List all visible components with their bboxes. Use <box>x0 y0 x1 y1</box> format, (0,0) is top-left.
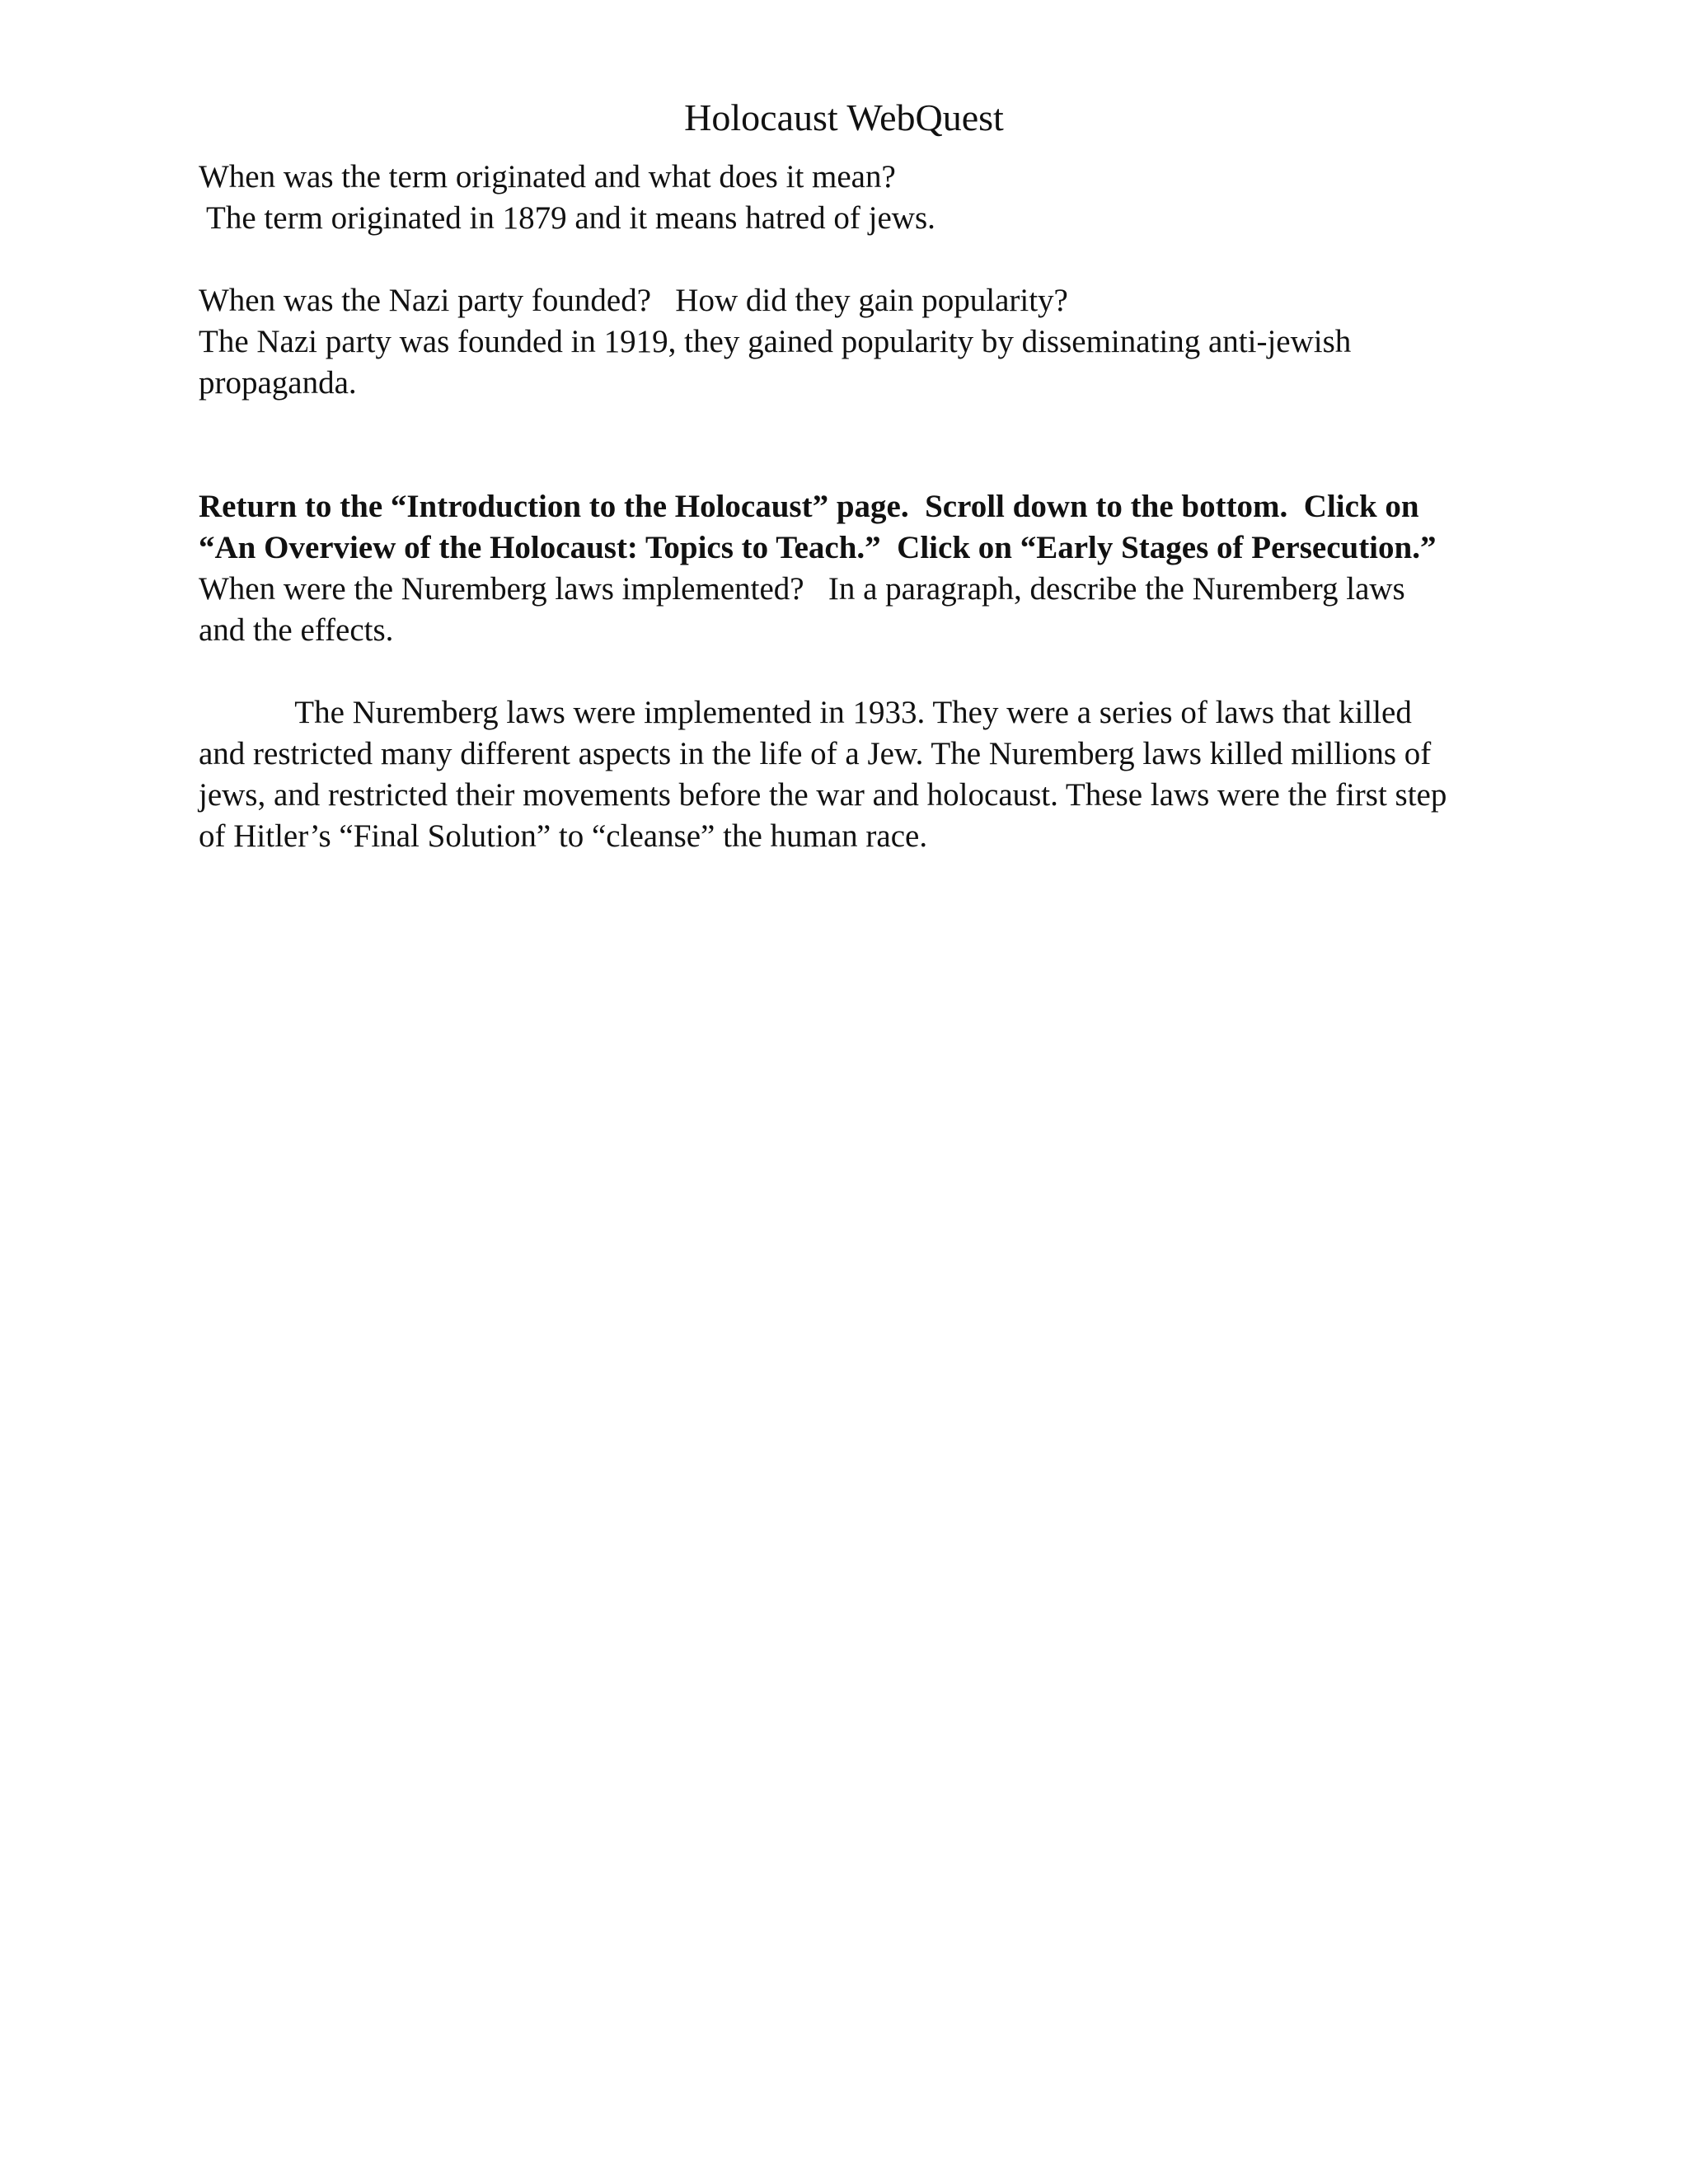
answer-nazi-party-line-2: propaganda. <box>199 365 357 401</box>
question-nuremberg-line-1: When were the Nuremberg laws implemented? In a paragraph, describe the Nuremberg laws <box>199 571 1405 607</box>
answer-nazi-party-line-1: The Nazi party was founded in 1919, they gained popularity by disseminating anti-jewish <box>199 324 1352 359</box>
document-title: Holocaust WebQuest <box>684 96 1004 138</box>
answer-term-origin: The term originated in 1879 and it means hatred of jews. <box>199 200 935 236</box>
answer-nuremberg-line-2: and restricted many different aspects in the life of a Jew. The Nuremberg laws killed millions of <box>199 736 1432 771</box>
answer-nuremberg-line-4: of Hitler’s “Final Solution” to “cleanse” the human race. <box>199 818 928 854</box>
question-nazi-party: When was the Nazi party founded? How did they gain popularity? <box>199 283 1068 318</box>
answer-nuremberg-line-3: jews, and restricted their movements before the war and holocaust. These laws were the first step <box>199 777 1447 813</box>
question-term-origin: When was the term originated and what does it mean? <box>199 159 896 194</box>
instruction-line-1: Return to the “Introduction to the Holocaust” page. Scroll down to the bottom. Click on <box>199 489 1419 524</box>
question-nuremberg-line-2: and the effects. <box>199 612 394 648</box>
instruction-line-2: “An Overview of the Holocaust: Topics to Teach.” Click on “Early Stages of Persecution.” <box>199 530 1437 565</box>
answer-nuremberg-line-1: The Nuremberg laws were implemented in 1933. They were a series of laws that killed <box>199 695 1412 730</box>
